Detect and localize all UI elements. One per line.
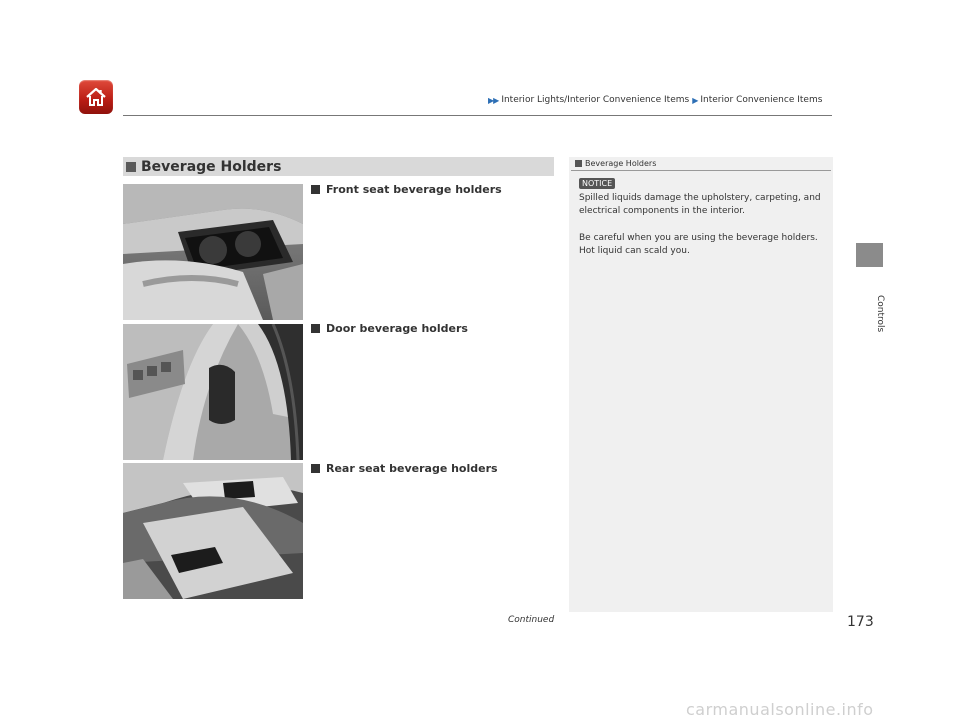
- front-seat-holders-image: [123, 184, 303, 320]
- square-bullet-icon: [311, 464, 320, 473]
- rear-seat-heading-text: Rear seat beverage holders: [326, 462, 498, 475]
- section-title-bar: [123, 157, 554, 176]
- home-icon: [84, 85, 108, 109]
- page-number: 173: [847, 614, 874, 630]
- door-heading: [311, 322, 468, 335]
- breadcrumb-page-link[interactable]: Interior Convenience Items: [700, 95, 823, 105]
- note-paragraph-2: Be careful when you are using the beverage holders. Hot liquid can scald you.: [579, 233, 818, 256]
- rear-seat-holders-image: [123, 463, 303, 599]
- front-seat-heading-text: Front seat beverage holders: [326, 183, 502, 196]
- watermark: carmanualsonline.info: [686, 700, 874, 719]
- home-button[interactable]: [79, 80, 113, 114]
- breadcrumb-section-link[interactable]: Interior Lights/Interior Convenience Items: [501, 95, 690, 105]
- square-bullet-icon: [126, 162, 136, 172]
- note-paragraph-1: Spilled liquids damage the upholstery, carpeting, and electrical components in the interior.: [579, 193, 821, 216]
- continued-label: Continued: [508, 615, 555, 625]
- breadcrumb-separator-icon: ▶: [692, 95, 698, 105]
- square-bullet-icon: [311, 324, 320, 333]
- note-heading-text: Beverage Holders: [585, 159, 657, 168]
- breadcrumb-arrow-icon: ▶▶: [488, 95, 499, 105]
- square-bullet-icon: [311, 185, 320, 194]
- door-holders-image: [123, 324, 303, 460]
- side-tab-label[interactable]: Controls: [875, 295, 885, 333]
- note-heading: [575, 159, 656, 168]
- rear-seat-heading: [311, 462, 498, 475]
- note-panel: [569, 157, 833, 612]
- section-title: Beverage Holders: [141, 158, 282, 175]
- square-bullet-icon: [575, 160, 582, 167]
- notice-badge: NOTICE: [579, 178, 615, 189]
- note-divider: [571, 170, 831, 171]
- header-divider: [123, 115, 832, 116]
- front-seat-heading: [311, 183, 502, 196]
- door-heading-text: Door beverage holders: [326, 322, 468, 335]
- breadcrumb: [488, 95, 822, 105]
- side-tab-marker[interactable]: [856, 243, 883, 267]
